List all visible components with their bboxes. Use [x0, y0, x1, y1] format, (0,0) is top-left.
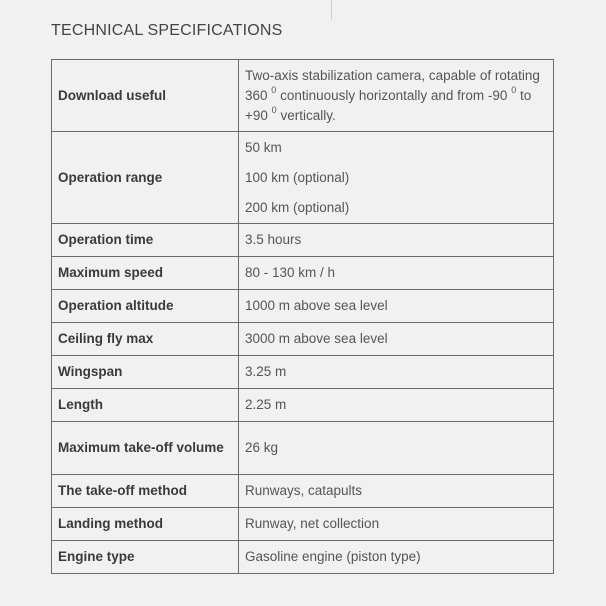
- spec-label-takeoff-method: The take-off method: [52, 475, 239, 508]
- spec-value-ceiling-fly-max: 3000 m above sea level: [239, 323, 554, 356]
- table-row: [52, 422, 554, 475]
- range-option: 50 km: [245, 139, 282, 155]
- spec-value-text: to +90: [245, 87, 532, 123]
- spec-label-max-takeoff-volume: Maximum take-off volume: [52, 422, 239, 475]
- spec-label-length: Length: [52, 389, 239, 422]
- spec-value-max-takeoff-volume: 26 kg: [239, 422, 554, 475]
- spec-value-engine-type: Gasoline engine (piston type): [239, 541, 554, 574]
- table-row: [52, 356, 554, 389]
- table-row: [52, 508, 554, 541]
- spec-value-text: Two-axis stabilization camera, capable of rotating 360: [245, 67, 540, 103]
- spec-label-operation-altitude: Operation altitude: [52, 290, 239, 323]
- spec-value-operation-altitude: 1000 m above sea level: [239, 290, 554, 323]
- spec-value-maximum-speed: 80 - 130 km / h: [239, 257, 554, 290]
- spec-label-download-useful: Download useful: [52, 60, 239, 132]
- spec-value-takeoff-method: Runways, catapults: [239, 475, 554, 508]
- table-row: [52, 60, 554, 132]
- spec-label-maximum-speed: Maximum speed: [52, 257, 239, 290]
- spec-label-ceiling-fly-max: Ceiling fly max: [52, 323, 239, 356]
- table-row: [52, 257, 554, 290]
- spec-value-operation-time: 3.5 hours: [239, 224, 554, 257]
- table-row: [52, 541, 554, 574]
- table-row: [52, 475, 554, 508]
- spec-value-landing-method: Runway, net collection: [239, 508, 554, 541]
- spec-value-operation-range: [239, 132, 554, 224]
- table-row: [52, 323, 554, 356]
- spec-label-landing-method: Landing method: [52, 508, 239, 541]
- spec-value-text: vertically.: [276, 107, 336, 123]
- range-option: 100 km (optional): [245, 169, 350, 185]
- spec-value-text: continuously horizontally and from -90: [276, 87, 508, 103]
- top-divider: [331, 0, 332, 20]
- degree-superscript: 0: [511, 85, 517, 95]
- range-option: 200 km (optional): [245, 199, 350, 215]
- degree-superscript: 0: [271, 85, 277, 95]
- spec-value-download-useful: [239, 60, 554, 132]
- table-row: [52, 224, 554, 257]
- spec-label-engine-type: Engine type: [52, 541, 239, 574]
- spec-label-wingspan: Wingspan: [52, 356, 239, 389]
- degree-superscript: 0: [271, 105, 277, 115]
- spec-label-operation-time: Operation time: [52, 224, 239, 257]
- table-row: [52, 290, 554, 323]
- spec-label-operation-range: Operation range: [52, 132, 239, 224]
- section-title: TECHNICAL SPECIFICATIONS: [51, 22, 283, 39]
- table-row: [52, 132, 554, 224]
- table-row: [52, 389, 554, 422]
- spec-value-length: 2.25 m: [239, 389, 554, 422]
- technical-specifications-table: [51, 59, 554, 574]
- spec-value-wingspan: 3.25 m: [239, 356, 554, 389]
